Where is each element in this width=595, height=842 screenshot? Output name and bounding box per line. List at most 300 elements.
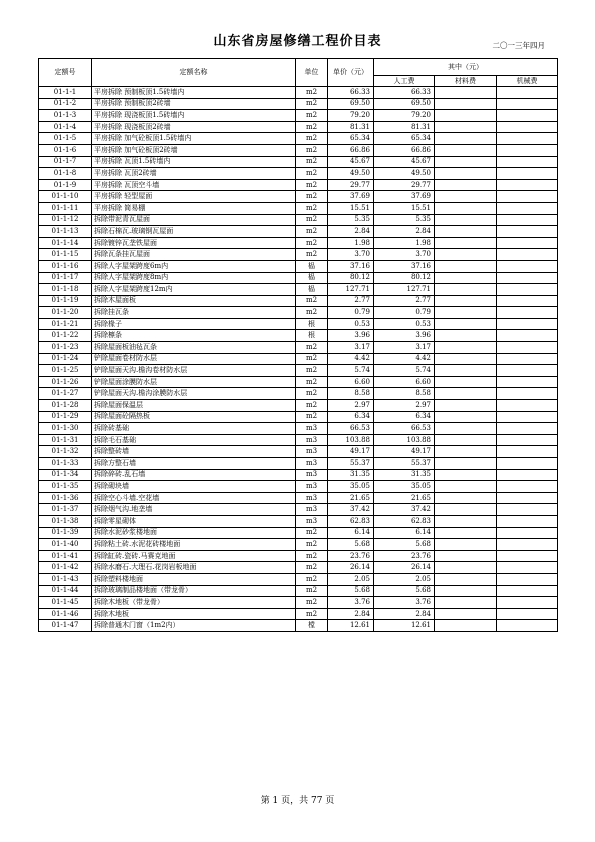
machine-cell xyxy=(497,330,558,342)
code-cell: 01-1-32 xyxy=(39,446,92,458)
machine-cell xyxy=(497,365,558,377)
labor-cell: 15.51 xyxy=(374,202,435,214)
unit-cell: m2 xyxy=(296,550,328,562)
code-cell: 01-1-13 xyxy=(39,226,92,238)
machine-cell xyxy=(497,226,558,238)
machine-cell xyxy=(497,434,558,446)
material-cell xyxy=(435,539,497,551)
table-row xyxy=(39,87,558,99)
unit-cell: m3 xyxy=(296,434,328,446)
material-cell xyxy=(435,318,497,330)
price-cell: 15.51 xyxy=(328,202,374,214)
code-cell: 01-1-40 xyxy=(39,539,92,551)
material-cell xyxy=(435,527,497,539)
machine-cell xyxy=(497,202,558,214)
price-cell: 79.20 xyxy=(328,110,374,122)
material-cell xyxy=(435,168,497,180)
labor-cell: 66.33 xyxy=(374,87,435,99)
code-cell: 01-1-35 xyxy=(39,481,92,493)
labor-cell: 0.53 xyxy=(374,318,435,330)
labor-cell: 49.17 xyxy=(374,446,435,458)
machine-cell xyxy=(497,446,558,458)
code-cell: 01-1-1 xyxy=(39,87,92,99)
material-cell xyxy=(435,156,497,168)
table-row xyxy=(39,515,558,527)
price-cell: 103.88 xyxy=(328,434,374,446)
labor-cell: 66.53 xyxy=(374,423,435,435)
price-cell: 49.50 xyxy=(328,168,374,180)
machine-cell xyxy=(497,608,558,620)
name-cell: 平房拆除 预制板顶2砖墙 xyxy=(92,98,296,110)
price-cell: 80.12 xyxy=(328,272,374,284)
table-row xyxy=(39,168,558,180)
labor-cell: 6.60 xyxy=(374,376,435,388)
unit-cell: m2 xyxy=(296,562,328,574)
code-cell: 01-1-37 xyxy=(39,504,92,516)
price-cell: 2.97 xyxy=(328,400,374,412)
unit-cell: m2 xyxy=(296,573,328,585)
material-cell xyxy=(435,504,497,516)
table-row xyxy=(39,376,558,388)
table-row xyxy=(39,330,558,342)
code-cell: 01-1-46 xyxy=(39,608,92,620)
material-cell xyxy=(435,237,497,249)
labor-cell: 21.65 xyxy=(374,492,435,504)
price-cell: 6.34 xyxy=(328,411,374,423)
unit-cell: m2 xyxy=(296,597,328,609)
code-cell: 01-1-17 xyxy=(39,272,92,284)
unit-cell: m2 xyxy=(296,168,328,180)
material-cell xyxy=(435,353,497,365)
header-labor: 人工费 xyxy=(374,76,435,87)
price-cell: 3.17 xyxy=(328,342,374,354)
labor-cell: 4.42 xyxy=(374,353,435,365)
material-cell xyxy=(435,249,497,261)
unit-cell: 根 xyxy=(296,318,328,330)
table-row xyxy=(39,434,558,446)
unit-cell: 根 xyxy=(296,330,328,342)
price-cell: 66.86 xyxy=(328,144,374,156)
code-cell: 01-1-42 xyxy=(39,562,92,574)
unit-cell: m3 xyxy=(296,458,328,470)
material-cell xyxy=(435,179,497,191)
unit-cell: m2 xyxy=(296,400,328,412)
table-row xyxy=(39,585,558,597)
table-row xyxy=(39,144,558,156)
name-cell: 平房拆除 瓦顶空斗墙 xyxy=(92,179,296,191)
code-cell: 01-1-45 xyxy=(39,597,92,609)
unit-cell: 榀 xyxy=(296,260,328,272)
table-row xyxy=(39,353,558,365)
unit-cell: m2 xyxy=(296,376,328,388)
price-cell: 3.70 xyxy=(328,249,374,261)
price-cell: 21.65 xyxy=(328,492,374,504)
name-cell: 平房拆除 加气砼板顶1.5砖墙内 xyxy=(92,133,296,145)
name-cell: 拆除空心斗墙.空花墙 xyxy=(92,492,296,504)
material-cell xyxy=(435,133,497,145)
code-cell: 01-1-25 xyxy=(39,365,92,377)
name-cell: 拆除镀锌瓦垄铁屋面 xyxy=(92,237,296,249)
unit-cell: m3 xyxy=(296,446,328,458)
unit-cell: m2 xyxy=(296,608,328,620)
material-cell xyxy=(435,365,497,377)
machine-cell xyxy=(497,527,558,539)
table-row xyxy=(39,214,558,226)
name-cell: 拆除带泥青瓦屋面 xyxy=(92,214,296,226)
unit-cell: m2 xyxy=(296,342,328,354)
material-cell xyxy=(435,515,497,527)
code-cell: 01-1-11 xyxy=(39,202,92,214)
machine-cell xyxy=(497,562,558,574)
price-cell: 69.50 xyxy=(328,98,374,110)
labor-cell: 3.96 xyxy=(374,330,435,342)
name-cell: 拆除人字屋架跨度12m内 xyxy=(92,284,296,296)
machine-cell xyxy=(497,156,558,168)
machine-cell xyxy=(497,318,558,330)
labor-cell: 3.17 xyxy=(374,342,435,354)
labor-cell: 5.68 xyxy=(374,585,435,597)
code-cell: 01-1-43 xyxy=(39,573,92,585)
name-cell: 平房拆除 轻型屋面 xyxy=(92,191,296,203)
machine-cell xyxy=(497,168,558,180)
machine-cell xyxy=(497,295,558,307)
code-cell: 01-1-12 xyxy=(39,214,92,226)
material-cell xyxy=(435,144,497,156)
price-cell: 0.79 xyxy=(328,307,374,319)
unit-cell: m2 xyxy=(296,179,328,191)
table-row xyxy=(39,365,558,377)
name-cell: 拆除屋面保温层 xyxy=(92,400,296,412)
name-cell: 拆除水泥砂浆楼地面 xyxy=(92,527,296,539)
unit-cell: m2 xyxy=(296,87,328,99)
labor-cell: 5.35 xyxy=(374,214,435,226)
price-cell: 127.71 xyxy=(328,284,374,296)
code-cell: 01-1-3 xyxy=(39,110,92,122)
code-cell: 01-1-15 xyxy=(39,249,92,261)
header-unit: 单位 xyxy=(296,59,328,87)
labor-cell: 69.50 xyxy=(374,98,435,110)
machine-cell xyxy=(497,260,558,272)
name-cell: 拆除檩条 xyxy=(92,330,296,342)
price-cell: 37.42 xyxy=(328,504,374,516)
code-cell: 01-1-24 xyxy=(39,353,92,365)
price-cell: 2.84 xyxy=(328,226,374,238)
table-row xyxy=(39,260,558,272)
labor-cell: 1.98 xyxy=(374,237,435,249)
table-row xyxy=(39,608,558,620)
price-cell: 6.60 xyxy=(328,376,374,388)
labor-cell: 80.12 xyxy=(374,272,435,284)
material-cell xyxy=(435,458,497,470)
table-row xyxy=(39,527,558,539)
code-cell: 01-1-9 xyxy=(39,179,92,191)
table-row xyxy=(39,202,558,214)
name-cell: 拆除人字屋架跨度8m内 xyxy=(92,272,296,284)
table-row xyxy=(39,284,558,296)
machine-cell xyxy=(497,342,558,354)
unit-cell: m2 xyxy=(296,539,328,551)
unit-cell: m3 xyxy=(296,504,328,516)
machine-cell xyxy=(497,515,558,527)
material-cell xyxy=(435,202,497,214)
code-cell: 01-1-7 xyxy=(39,156,92,168)
labor-cell: 31.35 xyxy=(374,469,435,481)
labor-cell: 26.14 xyxy=(374,562,435,574)
labor-cell: 55.37 xyxy=(374,458,435,470)
unit-cell: m3 xyxy=(296,423,328,435)
name-cell: 铲除屋面天沟.檐沟卷材防水层 xyxy=(92,365,296,377)
code-cell: 01-1-22 xyxy=(39,330,92,342)
table-row xyxy=(39,226,558,238)
code-cell: 01-1-47 xyxy=(39,620,92,632)
labor-cell: 127.71 xyxy=(374,284,435,296)
price-cell: 35.05 xyxy=(328,481,374,493)
price-cell: 31.35 xyxy=(328,469,374,481)
unit-cell: m3 xyxy=(296,515,328,527)
code-cell: 01-1-30 xyxy=(39,423,92,435)
code-cell: 01-1-4 xyxy=(39,121,92,133)
labor-cell: 12.61 xyxy=(374,620,435,632)
material-cell xyxy=(435,573,497,585)
price-cell: 55.37 xyxy=(328,458,374,470)
machine-cell xyxy=(497,469,558,481)
machine-cell xyxy=(497,411,558,423)
table-row xyxy=(39,121,558,133)
price-cell: 81.31 xyxy=(328,121,374,133)
code-cell: 01-1-44 xyxy=(39,585,92,597)
price-cell: 37.16 xyxy=(328,260,374,272)
machine-cell xyxy=(497,585,558,597)
labor-cell: 35.05 xyxy=(374,481,435,493)
table-row xyxy=(39,562,558,574)
table-row xyxy=(39,539,558,551)
table-row xyxy=(39,573,558,585)
unit-cell: 榀 xyxy=(296,272,328,284)
machine-cell xyxy=(497,550,558,562)
unit-cell: 樘 xyxy=(296,620,328,632)
name-cell: 拆除砖基础 xyxy=(92,423,296,435)
table-row xyxy=(39,133,558,145)
table-row xyxy=(39,504,558,516)
name-cell: 拆除烟气沟.地垄墙 xyxy=(92,504,296,516)
table-row xyxy=(39,307,558,319)
name-cell: 平房拆除 瓦顶2砖墙 xyxy=(92,168,296,180)
name-cell: 拆除塑料楼地面 xyxy=(92,573,296,585)
unit-cell: m2 xyxy=(296,295,328,307)
table-row xyxy=(39,469,558,481)
labor-cell: 29.77 xyxy=(374,179,435,191)
name-cell: 拆除水磨石.大理石.花岗岩板地面 xyxy=(92,562,296,574)
price-cell: 5.35 xyxy=(328,214,374,226)
labor-cell: 6.14 xyxy=(374,527,435,539)
code-cell: 01-1-23 xyxy=(39,342,92,354)
labor-cell: 2.97 xyxy=(374,400,435,412)
unit-cell: m2 xyxy=(296,191,328,203)
table-row xyxy=(39,620,558,632)
material-cell xyxy=(435,620,497,632)
unit-cell: m3 xyxy=(296,469,328,481)
name-cell: 拆除屋面砼隔热板 xyxy=(92,411,296,423)
page-footer: 第 1 页，共 77 页 xyxy=(260,796,335,806)
table-row xyxy=(39,446,558,458)
code-cell: 01-1-31 xyxy=(39,434,92,446)
name-cell: 平房拆除 简易棚 xyxy=(92,202,296,214)
code-cell: 01-1-5 xyxy=(39,133,92,145)
table-row xyxy=(39,481,558,493)
unit-cell: m2 xyxy=(296,353,328,365)
labor-cell: 62.83 xyxy=(374,515,435,527)
machine-cell xyxy=(497,191,558,203)
material-cell xyxy=(435,284,497,296)
table-row xyxy=(39,272,558,284)
date-label: 二〇一三年四月 xyxy=(492,41,545,50)
labor-cell: 3.76 xyxy=(374,597,435,609)
price-cell: 26.14 xyxy=(328,562,374,574)
name-cell: 拆除碎砖.乱石墙 xyxy=(92,469,296,481)
unit-cell: m2 xyxy=(296,110,328,122)
labor-cell: 37.42 xyxy=(374,504,435,516)
name-cell: 拆除椽子 xyxy=(92,318,296,330)
name-cell: 拆除缸砖.瓷砖.马赛克地面 xyxy=(92,550,296,562)
header-machine: 机械费 xyxy=(497,76,558,87)
unit-cell: m2 xyxy=(296,411,328,423)
code-cell: 01-1-33 xyxy=(39,458,92,470)
name-cell: 拆除屋面板油毡瓦条 xyxy=(92,342,296,354)
table-row xyxy=(39,156,558,168)
unit-cell: m2 xyxy=(296,307,328,319)
machine-cell xyxy=(497,110,558,122)
price-cell: 4.42 xyxy=(328,353,374,365)
price-cell: 5.68 xyxy=(328,585,374,597)
material-cell xyxy=(435,434,497,446)
machine-cell xyxy=(497,620,558,632)
price-cell: 49.17 xyxy=(328,446,374,458)
material-cell xyxy=(435,597,497,609)
table-row xyxy=(39,98,558,110)
material-cell xyxy=(435,260,497,272)
material-cell xyxy=(435,608,497,620)
name-cell: 平房拆除 预制板顶1.5砖墙内 xyxy=(92,87,296,99)
code-cell: 01-1-41 xyxy=(39,550,92,562)
material-cell xyxy=(435,388,497,400)
machine-cell xyxy=(497,400,558,412)
table-row xyxy=(39,110,558,122)
code-cell: 01-1-34 xyxy=(39,469,92,481)
labor-cell: 37.69 xyxy=(374,191,435,203)
material-cell xyxy=(435,295,497,307)
table-row xyxy=(39,318,558,330)
price-cell: 6.14 xyxy=(328,527,374,539)
material-cell xyxy=(435,98,497,110)
labor-cell: 2.77 xyxy=(374,295,435,307)
code-cell: 01-1-18 xyxy=(39,284,92,296)
name-cell: 拆除粘土砖.水泥花砖楼地面 xyxy=(92,539,296,551)
price-cell: 5.68 xyxy=(328,539,374,551)
price-cell: 66.53 xyxy=(328,423,374,435)
price-cell: 1.98 xyxy=(328,237,374,249)
name-cell: 平房拆除 瓦顶1.5砖墙内 xyxy=(92,156,296,168)
header-price: 单价（元） xyxy=(328,59,374,87)
material-cell xyxy=(435,214,497,226)
code-cell: 01-1-6 xyxy=(39,144,92,156)
table-row xyxy=(39,295,558,307)
unit-cell: m2 xyxy=(296,237,328,249)
material-cell xyxy=(435,492,497,504)
code-cell: 01-1-2 xyxy=(39,98,92,110)
unit-cell: m2 xyxy=(296,121,328,133)
header-among: 其中（元） xyxy=(374,59,558,76)
name-cell: 拆除方整石墙 xyxy=(92,458,296,470)
machine-cell xyxy=(497,481,558,493)
material-cell xyxy=(435,87,497,99)
name-cell: 拆除整砖墙 xyxy=(92,446,296,458)
name-cell: 拆除石棉瓦.玻璃钢瓦屋面 xyxy=(92,226,296,238)
machine-cell xyxy=(497,539,558,551)
labor-cell: 5.74 xyxy=(374,365,435,377)
material-cell xyxy=(435,330,497,342)
unit-cell: m2 xyxy=(296,133,328,145)
unit-cell: m2 xyxy=(296,249,328,261)
name-cell: 铲除屋面卷材防水层 xyxy=(92,353,296,365)
code-cell: 01-1-19 xyxy=(39,295,92,307)
name-cell: 拆除毛石基础 xyxy=(92,434,296,446)
material-cell xyxy=(435,272,497,284)
unit-cell: m2 xyxy=(296,365,328,377)
material-cell xyxy=(435,342,497,354)
material-cell xyxy=(435,121,497,133)
code-cell: 01-1-36 xyxy=(39,492,92,504)
code-cell: 01-1-39 xyxy=(39,527,92,539)
machine-cell xyxy=(497,284,558,296)
labor-cell: 3.70 xyxy=(374,249,435,261)
name-cell: 拆除砌块墙 xyxy=(92,481,296,493)
material-cell xyxy=(435,446,497,458)
machine-cell xyxy=(497,307,558,319)
labor-cell: 79.20 xyxy=(374,110,435,122)
code-cell: 01-1-20 xyxy=(39,307,92,319)
unit-cell: m2 xyxy=(296,98,328,110)
table-row xyxy=(39,423,558,435)
price-cell: 3.76 xyxy=(328,597,374,609)
code-cell: 01-1-10 xyxy=(39,191,92,203)
machine-cell xyxy=(497,237,558,249)
material-cell xyxy=(435,110,497,122)
name-cell: 平房拆除 现浇板顶1.5砖墙内 xyxy=(92,110,296,122)
unit-cell: m2 xyxy=(296,202,328,214)
header-name: 定额名称 xyxy=(92,59,296,87)
name-cell: 拆除零星砌体 xyxy=(92,515,296,527)
code-cell: 01-1-8 xyxy=(39,168,92,180)
price-table xyxy=(38,58,558,632)
table-row xyxy=(39,249,558,261)
machine-cell xyxy=(497,423,558,435)
material-cell xyxy=(435,376,497,388)
labor-cell: 6.34 xyxy=(374,411,435,423)
unit-cell: m2 xyxy=(296,585,328,597)
table-row xyxy=(39,342,558,354)
material-cell xyxy=(435,226,497,238)
price-cell: 37.69 xyxy=(328,191,374,203)
name-cell: 拆除普通木门窗（1m2内） xyxy=(92,620,296,632)
price-cell: 45.67 xyxy=(328,156,374,168)
labor-cell: 65.34 xyxy=(374,133,435,145)
unit-cell: m2 xyxy=(296,156,328,168)
labor-cell: 103.88 xyxy=(374,434,435,446)
labor-cell: 2.05 xyxy=(374,573,435,585)
material-cell xyxy=(435,469,497,481)
name-cell: 平房拆除 现浇板顶2砖墙 xyxy=(92,121,296,133)
table-row xyxy=(39,388,558,400)
